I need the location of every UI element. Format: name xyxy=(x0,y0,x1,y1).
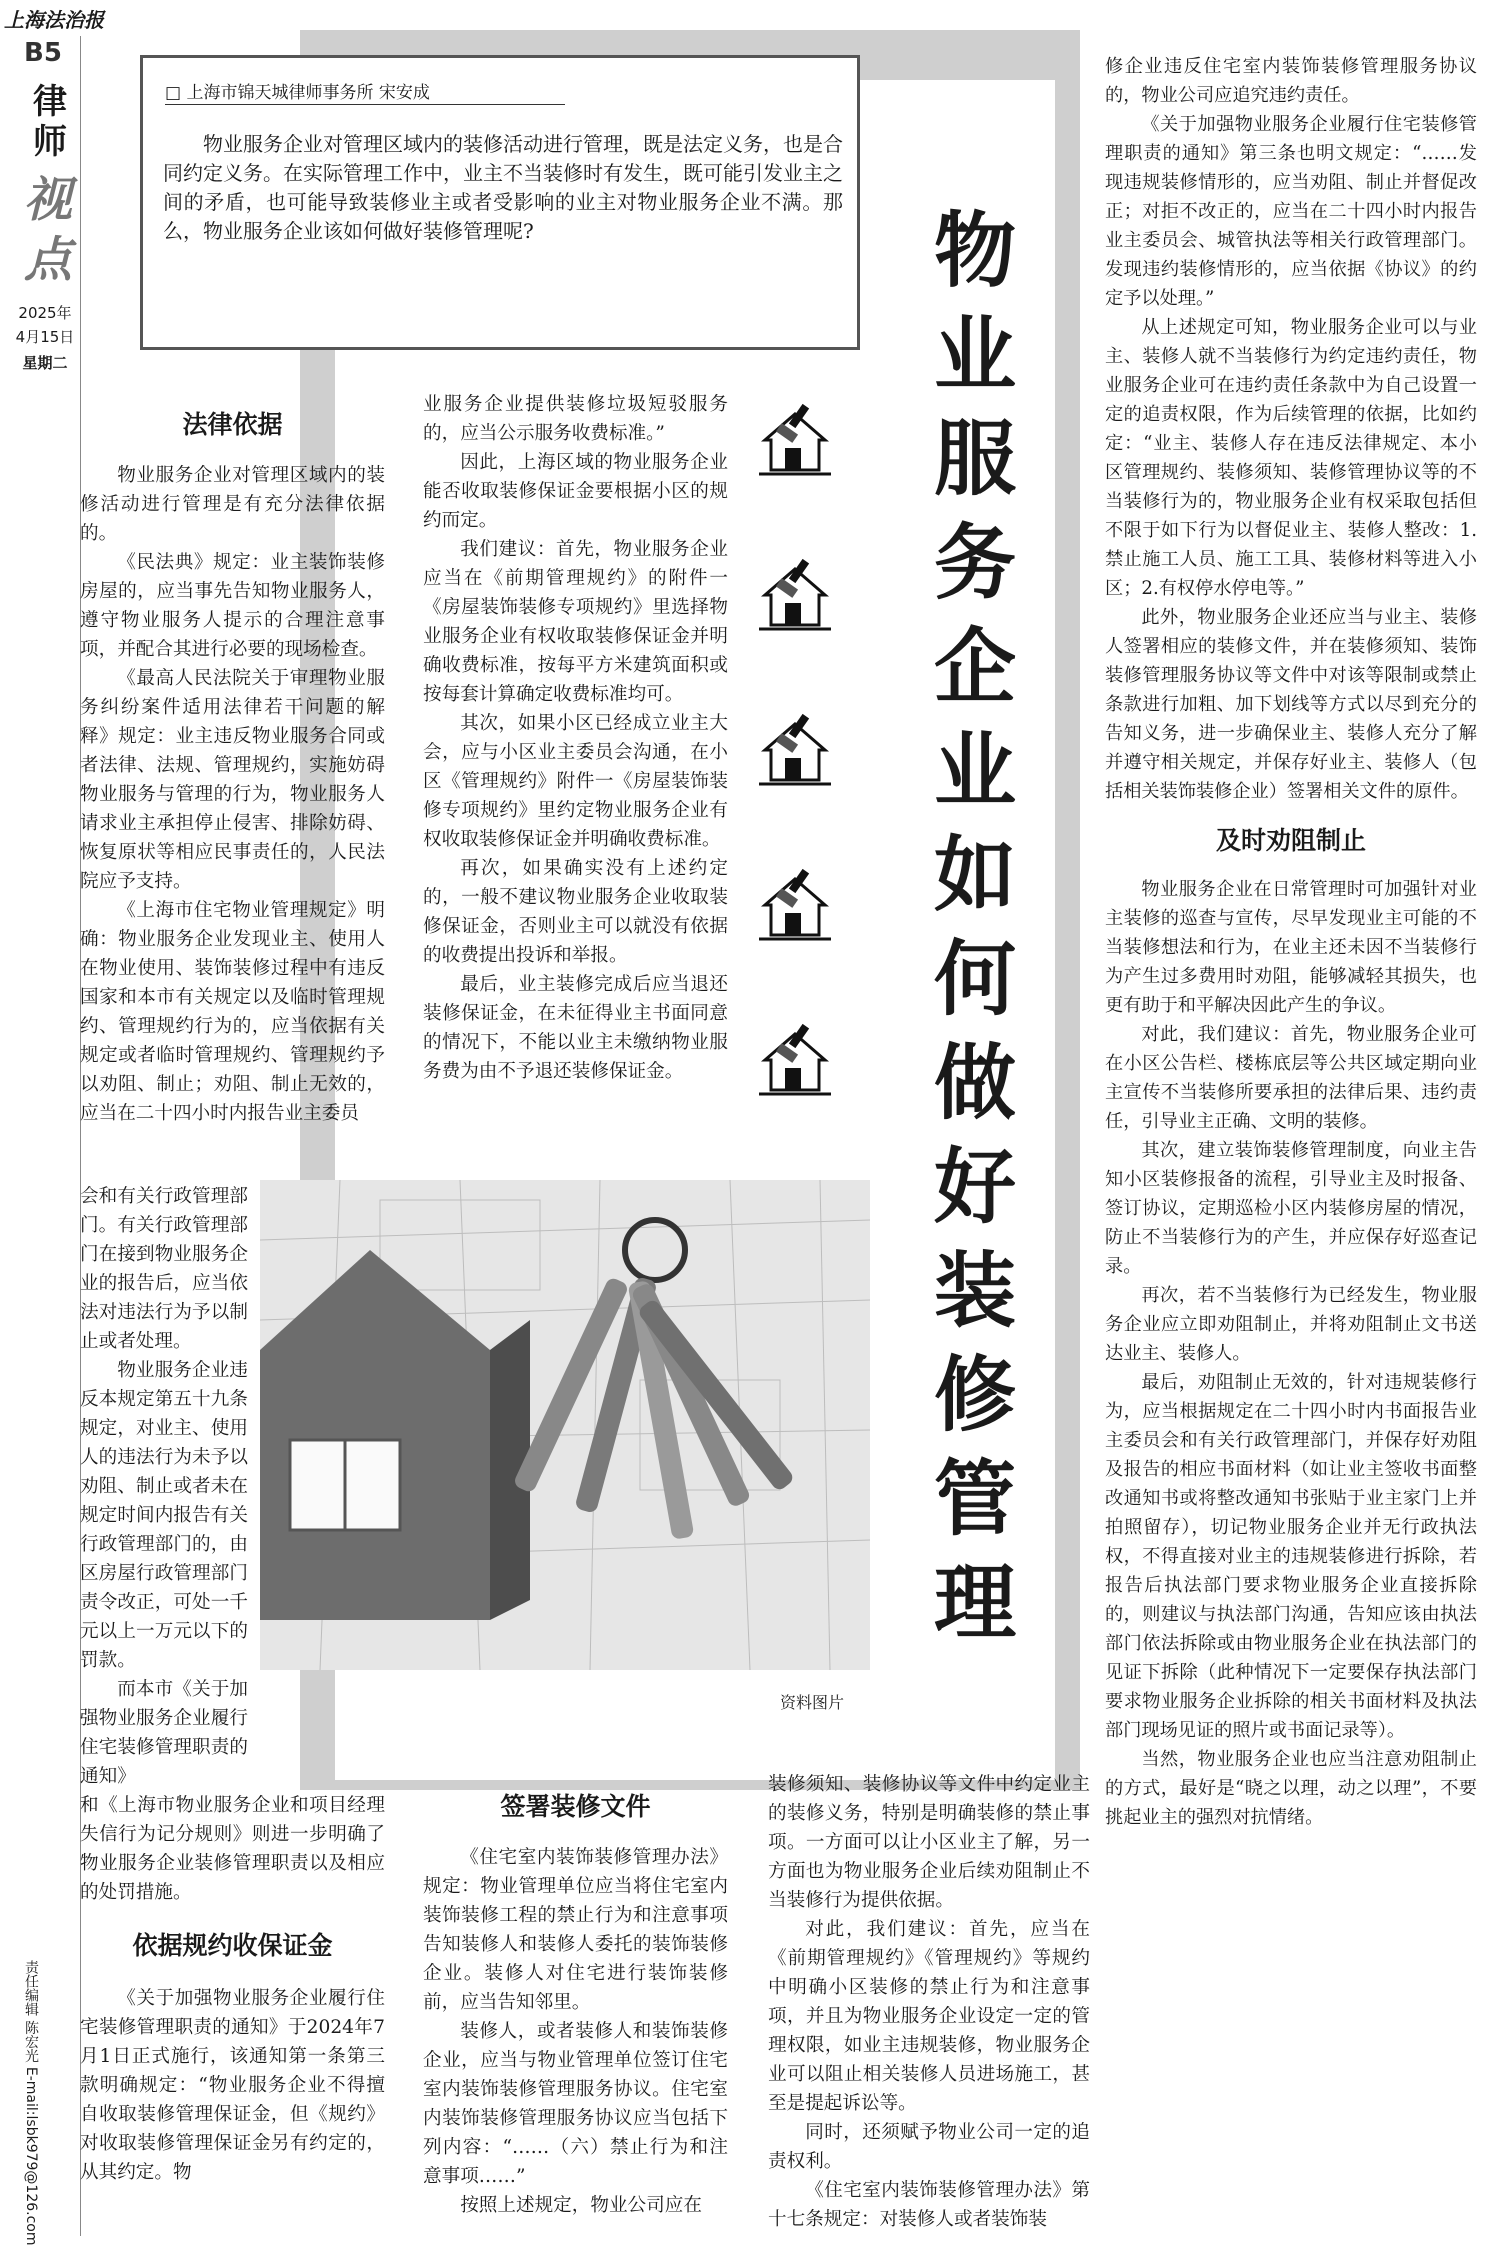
section-name-sub: 视点 xyxy=(23,172,72,288)
column-1 xyxy=(80,410,385,1128)
byline-underline xyxy=(165,104,565,105)
house-brush-icon xyxy=(755,865,835,945)
paragraph: 对此，我们建议：首先，应当在《前期管理规约》《管理规约》等规约中明确小区装修的禁止行为和注意事项，并且为物业服务企业设定一定的管理权限，如业主违规装修，物业服务企业可以阻止相关装修人员进场施工，甚至是提起诉讼等。 xyxy=(768,1919,1090,2114)
paragraph: 再次，如果确实没有上述约定的，一般不建议物业服务企业收取装修保证金，否则业主可以就没有依据的收费提出投诉和举报。 xyxy=(423,858,728,966)
paragraph: 《住宅室内装饰装修管理办法》第十七条规定：对装修人或者装饰装 xyxy=(768,2180,1090,2230)
paragraph: 其次，如果小区已经成立业主大会，应与小区业主委员会沟通，在小区《管理规约》附件一《房屋装饰装修专项规约》里约定物业服务企业有权收取装修保证金并明确收费标准。 xyxy=(423,713,728,850)
page-number: B5 xyxy=(24,38,62,68)
column-3 xyxy=(768,1770,1090,2234)
byline-text: 上海市锦天城律师事务所 宋安成 xyxy=(186,83,430,103)
intro-text-wrap xyxy=(163,130,843,246)
paragraph: 因此，上海区域的物业服务企业能否收取装修保证金要根据小区的规约而定。 xyxy=(423,452,728,531)
paragraph: 我们建议：首先，物业服务企业应当在《前期管理规约》的附件一《房屋装饰装修专项规约》里选择物业服务企业有权收取装修保证金并明确收费标准，按每平方米建筑面积或按每套计算确定收费标准均可。 xyxy=(423,539,728,705)
weekday: 星期二 xyxy=(22,354,68,372)
heading-timely-dissuade: 及时劝阻制止 xyxy=(1215,826,1366,855)
date-year: 2025年 xyxy=(18,304,72,322)
house-brush-icon xyxy=(755,400,835,480)
paragraph: 修企业违反住宅室内装饰装修管理服务协议的，物业公司应追究违约责任。 xyxy=(1105,56,1477,106)
newspaper-name: 上海法治报 xyxy=(4,8,104,32)
paragraph: 《上海市住宅物业管理规定》明确：物业服务企业发现业主、使用人在物业使用、装饰装修过程中有违反国家和本市有关规定以及临时管理规约、管理规约行为的，应当依据有关规定或者临时管理规约、管理规约予以劝阻、制止；劝阻、制止无效的，应当在二十四小时内报告业主委员 xyxy=(80,900,385,1124)
photo-caption: 资料图片 xyxy=(780,1693,845,1712)
paragraph: 《关于加强物业服务企业履行住宅装修管理职责的通知》第三条也明文规定：“……发现违规装修情形的，应当劝阻、制止并督促改正；对拒不改正的，应当在二十四小时内报告业主委员会、城管执法等相关行政管理部门。发现违约装修情形的，应当依据《协议》的约定予以处理。” xyxy=(1105,114,1477,309)
paragraph: 和《上海市物业服务企业和项目经理失信行为记分规则》则进一步明确了物业服务企业装修管理职责以及相应的处罚措施。 xyxy=(80,1795,385,1903)
paragraph: 《最高人民法院关于审理物业服务纠纷案件适用法律若干问题的解释》规定：业主违反物业服务合同或者法律、法规、管理规约，实施妨碍物业服务与管理的行为，物业服务人请求业主承担停止侵害、排除妨碍、恢复原状等相应民事责任的，人民法院应予支持。 xyxy=(80,668,385,892)
paragraph: 装修须知、装修协议等文件中约定业主的装修义务，特别是明确装修的禁止事项。一方面可以让小区业主了解，另一方面也为物业服务企业后续劝阻制止不当装修行为提供依据。 xyxy=(768,1774,1090,1911)
paragraph: 会和有关行政管理部门。有关行政管理部门在接到物业服务企业的报告后，应当依法对违法行为予以制止或者处理。 xyxy=(80,1186,248,1352)
paragraph: 物业服务企业对管理区域内的装修活动进行管理是有充分法律依据的。 xyxy=(80,465,385,544)
paragraph: 对此，我们建议：首先，物业服务企业可在小区公告栏、楼栋底层等公共区域定期向业主宣传不当装修所要承担的法律后果、违约责任，引导业主正确、文明的装修。 xyxy=(1105,1024,1477,1132)
column-4 xyxy=(1105,52,1477,1832)
paragraph: 《关于加强物业服务企业履行住宅装修管理职责的通知》于2024年7月1日正式施行，该通知第一条第三款明确规定：“物业服务企业不得擅自收取装修管理保证金，但《规约》对收取装修管理保证金另有约定的，从其约定。物 xyxy=(80,1988,385,2183)
paragraph: 业服务企业提供装修垃圾短驳服务的，应当公示服务收费标准。” xyxy=(423,394,728,444)
house-brush-icon xyxy=(755,555,835,635)
house-brush-icon xyxy=(755,710,835,790)
paragraph: 《民法典》规定：业主装饰装修房屋的，应当事先告知物业服务人，遵守物业服务人提示的合理注意事项，并配合其进行必要的现场检查。 xyxy=(80,552,385,660)
paragraph: 当然，物业服务企业也应当注意劝阻制止的方式，最好是“晓之以理，动之以理”，不要挑起业主的强烈对抗情绪。 xyxy=(1105,1749,1477,1828)
paragraph: 物业服务企业在日常管理时可加强针对业主装修的巡查与宣传，尽早发现业主可能的不当装修想法和行为，在业主还未因不当装修行为产生过多费用时劝阻，能够减轻其损失，也更有助于和平解决因此产生的争议。 xyxy=(1105,879,1477,1016)
house-brush-icon xyxy=(755,1020,835,1100)
article-title: 物业服务企业如何做好装修管理 xyxy=(933,204,1016,1651)
paragraph: 此外，物业服务企业还应当与业主、装修人签署相应的装修文件，并在装修须知、装饰装修管理服务协议等文件中对该等限制或禁止条款进行加粗、加下划线等方式以尽到充分的告知义务，进一步确保业主、装修人充分了解并遵守相关规定，并保存好业主、装修人（包括相关装饰装修企业）签署相关文件的原件。 xyxy=(1105,607,1477,802)
column-1-bottom xyxy=(80,1791,385,2187)
heading-deposit: 依据规约收保证金 xyxy=(132,1931,333,1960)
section-name: 律师 xyxy=(33,82,67,162)
paragraph: 从上述规定可知，物业服务企业可以与业主、装修人就不当装修行为约定违约责任，物业服务企业可在违约责任条款中为自己设置一定的追责权限，作为后续管理的依据，比如约定：“业主、装修人存在违反法律规定、本小区管理规约、装修须知、装修管理协议等的不当装修行为的，物业服务企业有权采取包括但不限于如下行为以督促业主、装修人整改：1.禁止施工人员、施工工具、装修材料等进入小区；2.有权停水停电等。” xyxy=(1105,317,1477,599)
paragraph: 再次，若不当装修行为已经发生，物业服务企业应立即劝阻制止，并将劝阻制止文书送达业主、装修人。 xyxy=(1105,1285,1477,1364)
paragraph: 而本市《关于加强物业服务企业履行住宅装修管理职责的通知》 xyxy=(80,1679,248,1787)
intro-text: 物业服务企业对管理区域内的装修活动进行管理，既是法定义务，也是合同约定义务。在实际管理工作中，业主不当装修时有发生，既可能引发业主之间的矛盾，也可能导致装修业主或者受影响的业主对物业服务企业不满。那么，物业服务企业该如何做好装修管理呢? xyxy=(163,132,843,243)
byline xyxy=(165,78,430,103)
paragraph: 其次，建立装饰装修管理制度，向业主告知小区装修报备的流程，引导业主及时报备、签订协议，定期巡检小区内装修房屋的情况，防止不当装修行为的产生，并应保存好巡查记录。 xyxy=(1105,1140,1477,1277)
paragraph: 按照上述规定，物业公司应在 xyxy=(460,2195,702,2216)
editor-credit: 责任编辑 陈宏光 E-mail:lsbk979@126.com xyxy=(23,1960,39,2246)
heading-legal-basis: 法律依据 xyxy=(182,410,283,439)
paragraph: 装修人，或者装修人和装饰装修企业，应当与物业管理单位签订住宅室内装饰装修管理服务协议。住宅室内装饰装修管理服务协议应当包括下列内容：“……（六）禁止行为和注意事项……” xyxy=(423,2021,728,2187)
column-2-bottom xyxy=(423,1780,728,2220)
paragraph: 最后，业主装修完成后应当退还装修保证金，在未征得业主书面同意的情况下，不能以业主未缴纳物业服务费为由不予退还装修保证金。 xyxy=(423,974,728,1082)
column-2 xyxy=(423,390,728,1086)
paragraph: 同时，还须赋予物业公司一定的追责权利。 xyxy=(768,2122,1090,2172)
heading-sign-documents: 签署装修文件 xyxy=(500,1792,651,1821)
date-month-day: 4月15日 xyxy=(15,328,75,346)
photo-house-keys xyxy=(260,1180,870,1670)
byline-square-icon: □ xyxy=(165,83,187,103)
paragraph: 物业服务企业违反本规定第五十九条规定，对业主、使用人的违法行为未予以劝阻、制止或者未在规定时间内报告有关行政管理部门的，由区房屋行政管理部门责令改正，可处一千元以上一万元以下的罚款。 xyxy=(80,1360,248,1671)
paragraph: 《住宅室内装饰装修管理办法》规定：物业管理单位应当将住宅室内装饰装修工程的禁止行为和注意事项告知装修人和装修人委托的装饰装修企业。装修人对住宅进行装饰装修前，应当告知邻里。 xyxy=(423,1847,728,2013)
column-1-narrow xyxy=(80,1182,248,1791)
paragraph: 最后，劝阻制止无效的，针对违规装修行为，应当根据规定在二十四小时内书面报告业主委员会和有关行政管理部门，并保存好劝阻及报告的相应书面材料（如让业主签收书面整改通知书或将整改通知书张贴于业主家门上并拍照留存），切记物业服务企业并无行政执法权，不得直接对业主的违规装修进行拆除，若报告后执法部门要求物业服务企业直接拆除的，则建议与执法部门沟通，告知应该由执法部门依法拆除或由物业服务企业在执法部门的见证下拆除（此种情况下一定要保存执法部门要求物业服务企业拆除的相关书面材料及执法部门现场见证的照片或书面记录等）。 xyxy=(1105,1372,1477,1741)
intro-box xyxy=(140,55,860,350)
